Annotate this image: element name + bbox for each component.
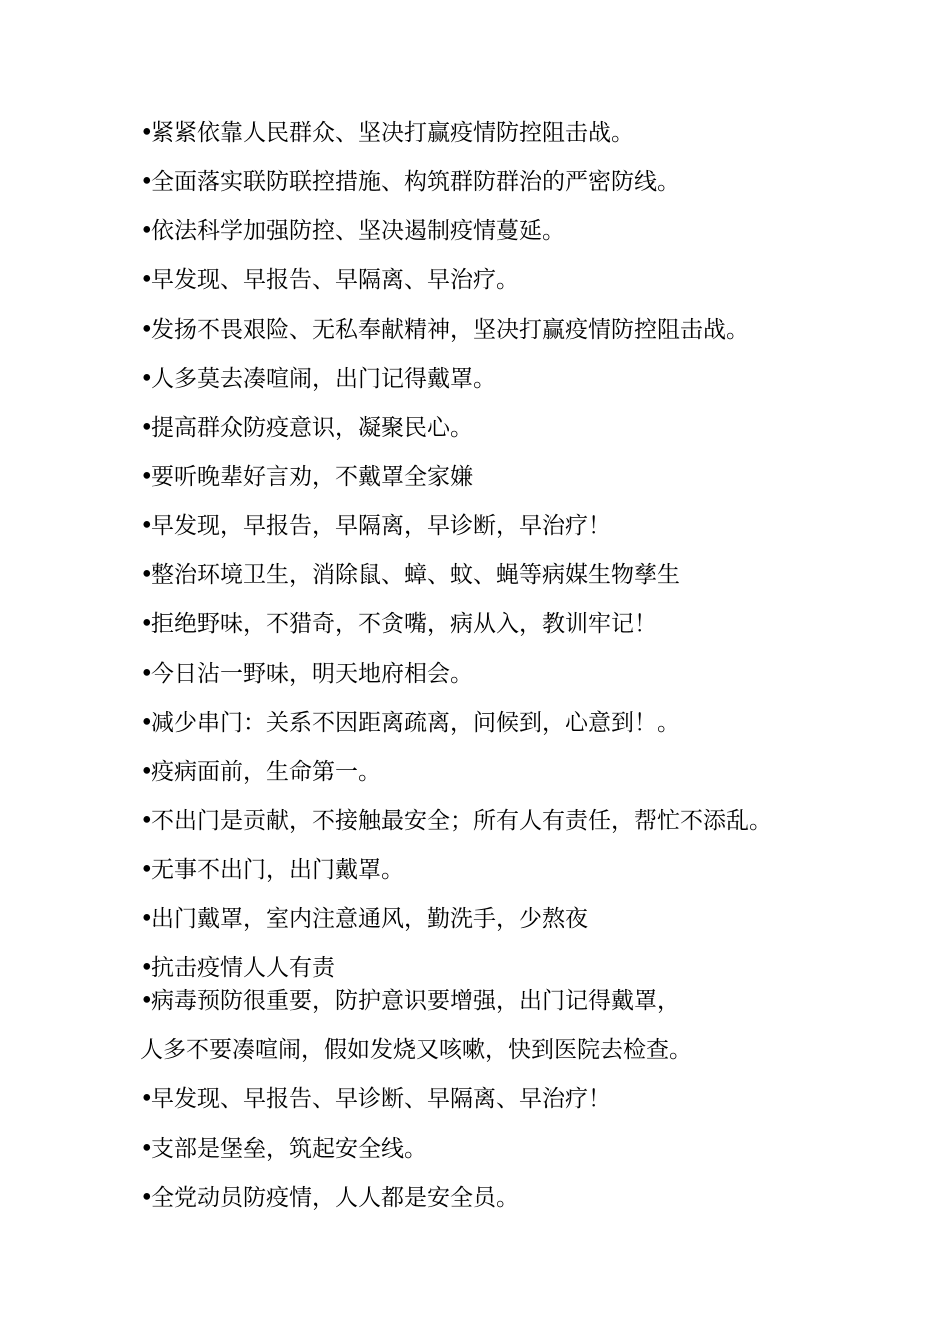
slogan-text: 今日沾一野味，明天地府相会。 [151, 661, 473, 687]
slogan-item [140, 118, 634, 148]
slogan-text: 不出门是贡献，不接触最安全；所有人有责任，帮忙不添乱。 [151, 808, 772, 834]
slogan-item [140, 609, 657, 639]
bullet: • [140, 906, 154, 932]
bullet: • [140, 513, 154, 539]
slogan-item [140, 462, 473, 492]
slogan-text: 全党动员防疫情，人人都是安全员。 [151, 1185, 519, 1211]
slogan-text: 依法科学加强防控、坚决遏制疫情蔓延。 [151, 218, 565, 244]
bullet: • [140, 955, 154, 981]
bullet: • [140, 1086, 154, 1112]
bullet: • [140, 1136, 154, 1162]
slogan-item [140, 1183, 519, 1213]
slogan-item [140, 855, 404, 885]
bullet: • [140, 661, 154, 687]
bullet: • [140, 988, 154, 1014]
slogan-text: 早发现，早报告，早隔离，早诊断，早治疗！ [151, 513, 611, 539]
bullet: • [140, 464, 154, 490]
bullet: • [140, 366, 154, 392]
slogan-item [140, 167, 680, 197]
bullet: • [140, 710, 154, 736]
slogan-item [140, 659, 473, 689]
bullet: • [140, 759, 154, 785]
bullet: • [140, 415, 154, 441]
slogan-text: 人多莫去凑喧闹，出门记得戴罩。 [151, 366, 496, 392]
bullet: • [140, 857, 154, 883]
slogan-item [140, 265, 519, 295]
bullet: • [140, 120, 154, 146]
bullet: • [140, 317, 154, 343]
slogan-text: 发扬不畏艰险、无私奉献精神，坚决打赢疫情防控阻击战。 [151, 317, 749, 343]
slogan-text: 无事不出门，出门戴罩。 [151, 857, 404, 883]
slogan-item [140, 904, 588, 934]
slogan-text: 早发现、早报告、早诊断、早隔离、早治疗！ [151, 1086, 611, 1112]
slogan-text: 拒绝野味，不猎奇，不贪嘴，病从入，教训牢记！ [151, 611, 657, 637]
slogan-item [140, 511, 611, 541]
slogan-item [140, 413, 473, 443]
bullet: • [140, 169, 154, 195]
slogan-item [140, 364, 496, 394]
slogan-item [140, 1134, 427, 1164]
slogan-item [140, 986, 680, 1016]
slogan-text: 抗击疫情人人有责 [151, 955, 335, 981]
bullet: • [140, 218, 154, 244]
slogan-item [140, 315, 749, 345]
slogan-item [140, 757, 381, 787]
slogan-text: 全面落实联防联控措施、构筑群防群治的严密防线。 [151, 169, 680, 195]
slogan-text: 整治环境卫生，消除鼠、蟑、蚊、蝇等病媒生物孳生 [151, 562, 680, 588]
slogan-continuation: 人多不要凑喧闹，假如发烧又咳嗽，快到医院去检查。 [140, 1037, 692, 1063]
slogan-text: 提高群众防疫意识，凝聚民心。 [151, 415, 473, 441]
slogan-text: 疫病面前，生命第一。 [151, 759, 381, 785]
slogan-text: 病毒预防很重要，防护意识要增强，出门记得戴罩， [151, 988, 680, 1014]
slogan-item [140, 708, 680, 738]
slogan-text: 要听晚辈好言劝，不戴罩全家嫌 [151, 464, 473, 490]
slogan-item [140, 560, 680, 590]
slogan-item [140, 216, 565, 246]
slogan-text: 支部是堡垒，筑起安全线。 [151, 1136, 427, 1162]
slogan-item [140, 953, 335, 983]
slogan-text: 紧紧依靠人民群众、坚决打赢疫情防控阻击战。 [151, 120, 634, 146]
slogan-text: 出门戴罩，室内注意通风，勤洗手，少熬夜 [151, 906, 588, 932]
slogan-text: 早发现、早报告、早隔离、早治疗。 [151, 267, 519, 293]
bullet: • [140, 1185, 154, 1211]
bullet: • [140, 267, 154, 293]
bullet: • [140, 808, 154, 834]
slogan-item [140, 806, 772, 836]
slogan-item [140, 1084, 611, 1114]
bullet: • [140, 611, 154, 637]
slogan-text: 减少串门：关系不因距离疏离，问候到，心意到！。 [151, 710, 680, 736]
bullet: • [140, 562, 154, 588]
